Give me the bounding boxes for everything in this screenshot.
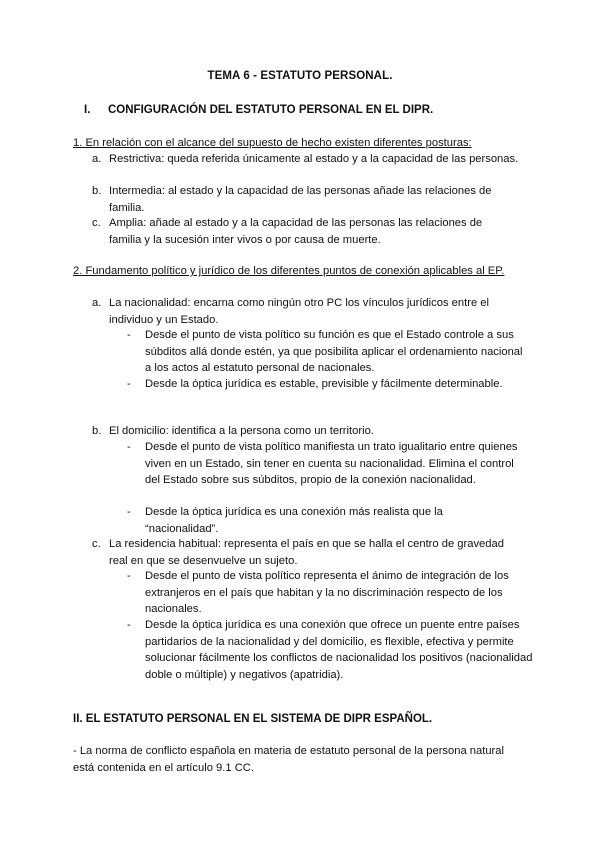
- list-item-text: Intermedia: al estado y la capacidad de las personas añade las relaciones de familia.: [109, 185, 492, 214]
- list-item-text: La residencia habitual: representa el país en que se halla el centro de gravedad real en que se desenvuelve un sujeto.: [109, 538, 504, 567]
- list-marker: b.: [92, 185, 102, 197]
- list-item: [92, 215, 514, 248]
- list-marker: a.: [92, 153, 102, 165]
- sub-list-item-text: Desde el punto de vista político su función es que el Estado controle a sus súbditos allá donde estén, ya que posibilita aplicar el ordenamiento nacional a los actos al estatuto personal de nacionales.: [145, 329, 523, 374]
- sub-list-item-text: Desde el punto de vista político manifiesta un trato igualitario entre quienes viven en un Estado, sin tener en cuenta su nacionalidad. Elimina el control del Estado sobre sus súbditos, propio de la conexión nacionalidad.: [145, 441, 518, 486]
- list-item: [92, 423, 529, 440]
- section-2-heading: II. EL ESTATUTO PERSONAL EN EL SISTEMA DE DIPR ESPAÑOL.: [73, 713, 433, 725]
- dash-marker: -: [127, 506, 131, 518]
- sub-list-item: [127, 327, 530, 377]
- dash-marker: -: [127, 570, 131, 582]
- point-1-heading: 1. En relación con el alcance del supuesto de hecho existen diferentes posturas:: [73, 137, 472, 149]
- sub-list-item-text: Desde la óptica jurídica es una conexión más realista que la “nacionalidad”.: [145, 506, 443, 535]
- list-marker: c.: [92, 217, 101, 229]
- dash-marker: -: [127, 441, 131, 453]
- section-1-number: I.: [84, 104, 91, 116]
- sub-list-item: [127, 617, 533, 683]
- sub-list-item: [127, 376, 530, 393]
- list-item: [92, 536, 521, 569]
- document-title: TEMA 6 - ESTATUTO PERSONAL.: [207, 70, 393, 82]
- dash-marker: -: [127, 619, 131, 631]
- sub-list-item: [127, 568, 533, 618]
- list-item-text: El domicilio: identifica a la persona como un territorio.: [109, 425, 374, 437]
- list-marker: a.: [92, 297, 102, 309]
- section-1-title: CONFIGURACIÓN DEL ESTATUTO PERSONAL EN EL DIPR.: [108, 104, 434, 116]
- section-1-heading: [84, 104, 433, 116]
- list-marker: b.: [92, 425, 102, 437]
- point-2-heading: 2. Fundamento político y jurídico de los diferentes puntos de conexión aplicables al EP.: [73, 265, 505, 277]
- dash-marker: -: [127, 378, 131, 390]
- dash-marker: -: [127, 329, 131, 341]
- sub-list-item-text: Desde la óptica jurídica es una conexión que ofrece un puente entre países partidarios de la nacionalidad y del domicilio, es flexible, efectiva y permite solucionar fácilmente los conflictos de nacionalidad los positivos (nacionalidad doble o múltiple) y negativos (apatridia).: [145, 619, 533, 681]
- sub-list-item-text: Desde el punto de vista político representa el ánimo de integración de los extranjeros en el país que habitan y la no discriminación respecto de los nacionales.: [145, 570, 509, 615]
- sub-list-item: [127, 504, 490, 537]
- section-2-paragraph: - La norma de conflicto española en materia de estatuto personal de la persona natural está contenida en el artículo 9.1 CC.: [73, 745, 504, 774]
- list-item-text: La nacionalidad: encarna como ningún otro PC los vínculos jurídicos entre el individuo y un Estado.: [109, 297, 489, 326]
- sub-list-item: [127, 439, 530, 489]
- list-item: [92, 295, 529, 328]
- list-item: [92, 151, 519, 168]
- list-item-text: Amplia: añade al estado y a la capacidad de las personas las relaciones de familia y la sucesión inter vivos o por causa de muerte.: [109, 217, 483, 246]
- sub-list-item-text: Desde la óptica jurídica es estable, previsible y fácilmente determinable.: [145, 378, 503, 390]
- list-marker: c.: [92, 538, 101, 550]
- list-item: [92, 183, 504, 216]
- list-item-text: Restrictiva: queda referida únicamente al estado y a la capacidad de las personas.: [109, 153, 519, 165]
